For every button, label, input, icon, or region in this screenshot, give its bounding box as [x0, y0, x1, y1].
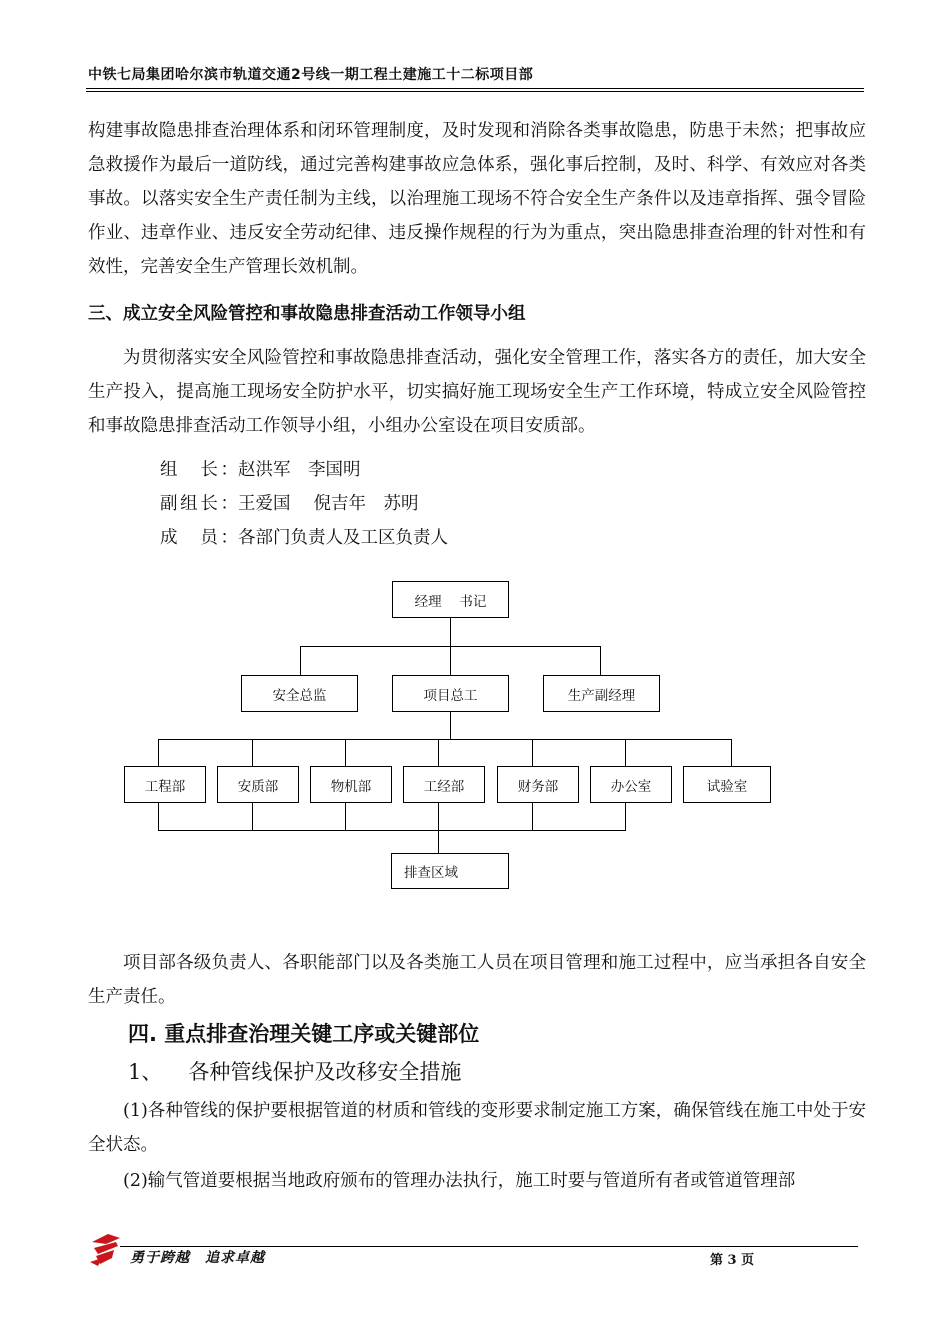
connector — [252, 803, 253, 831]
page-header: 中铁七局集团哈尔滨市轨道交通2号线一期工程土建施工十二标项目部 — [88, 67, 534, 83]
paragraph-3: 项目部各级负责人、各职能部门以及各类施工人员在项目管理和施工过程中，应当承担各自安全生产责任。 — [88, 953, 866, 1007]
org-box-chief-engineer: 项目总工 — [392, 675, 509, 712]
roster-members — [160, 524, 448, 549]
connector — [731, 739, 732, 767]
page-number: 第 3 页 — [710, 1253, 755, 1268]
footer-motto: 勇于跨越 追求卓越 — [130, 1250, 265, 1266]
org-box-dept: 工程部 — [124, 766, 206, 803]
org-box-dept: 物机部 — [310, 766, 392, 803]
org-box-safety-director: 安全总监 — [241, 675, 358, 712]
roster-role: 组 长： — [160, 460, 238, 480]
connector — [345, 739, 346, 767]
roster-names: 王爱国 倪吉年 苏明 — [238, 494, 419, 514]
org-box-dept: 办公室 — [590, 766, 672, 803]
org-box-dept: 安质部 — [217, 766, 299, 803]
section-3-heading: 三、成立安全风险管控和事故隐患排查活动工作领导小组 — [88, 304, 526, 324]
connector — [252, 739, 253, 767]
org-box-dept: 工经部 — [403, 766, 485, 803]
connector — [438, 830, 439, 854]
header-rule-thin — [86, 91, 864, 92]
subsection-number: 1、 — [128, 1060, 163, 1084]
connector — [600, 646, 601, 676]
connector — [450, 617, 451, 647]
roster-deputy — [160, 490, 419, 515]
roster-leader — [160, 456, 361, 481]
org-box-inspection-area: 排查区域 — [391, 853, 509, 889]
connector — [450, 711, 451, 740]
paragraph-5: (2)输气管道要根据当地政府颁布的管理办法执行，施工时要与管道所有者或管道管理部 — [123, 1171, 796, 1191]
roster-names: 赵洪军 李国明 — [238, 460, 361, 480]
paragraph-1: 构建事故隐患排查治理体系和闭环管理制度，及时发现和消除各类事故隐患，防患于未然；把事故应急救援作为最后一道防线，通过完善构建事故应急体系，强化事后控制，及时、科学、有效应对各类事故。以落实安全生产责任制为主线，以治理施工现场不符合安全生产条件以及违章指挥、强令冒险作业、违章作业、违反安全劳动纪律、违反操作规程的行为为重点，突出隐患排查治理的针对性和有效性，完善安全生产管理长效机制。 — [88, 121, 866, 277]
roster-role: 副组长： — [160, 494, 238, 514]
connector — [532, 739, 533, 767]
company-logo-icon — [88, 1228, 124, 1268]
connector — [158, 739, 159, 767]
subsection-title: 各种管线保护及改移安全措施 — [188, 1060, 462, 1084]
org-box-dept: 试验室 — [683, 766, 771, 803]
connector — [300, 646, 301, 676]
connector — [300, 646, 601, 647]
connector — [450, 646, 451, 676]
subsection-1-heading — [128, 1056, 461, 1086]
connector — [532, 803, 533, 831]
header-rule — [86, 88, 864, 89]
paragraph-4: (1)各种管线的保护要根据管道的材质和管线的变形要求制定施工方案，确保管线在施工中处于安全状态。 — [88, 1101, 866, 1155]
connector — [625, 739, 626, 767]
org-box-manager: 经理 书记 — [392, 581, 509, 618]
section-4-heading: 四. 重点排查治理关键工序或关键部位 — [128, 1022, 480, 1046]
org-box-production-deputy: 生产副经理 — [543, 675, 660, 712]
roster-role: 成 员： — [160, 528, 238, 548]
roster-names: 各部门负责人及工区负责人 — [238, 528, 448, 548]
connector — [625, 803, 626, 831]
connector — [438, 739, 439, 767]
org-box-dept: 财务部 — [497, 766, 579, 803]
connector — [345, 803, 346, 831]
connector — [158, 739, 732, 740]
connector — [158, 803, 159, 831]
connector — [158, 830, 626, 831]
connector — [438, 803, 439, 831]
paragraph-2: 为贯彻落实安全风险管控和事故隐患排查活动，强化安全管理工作，落实各方的责任，加大安全生产投入，提高施工现场安全防护水平，切实搞好施工现场安全生产工作环境，特成立安全风险管控和事故隐患排查活动工作领导小组，小组办公室设在项目安质部。 — [88, 348, 866, 436]
